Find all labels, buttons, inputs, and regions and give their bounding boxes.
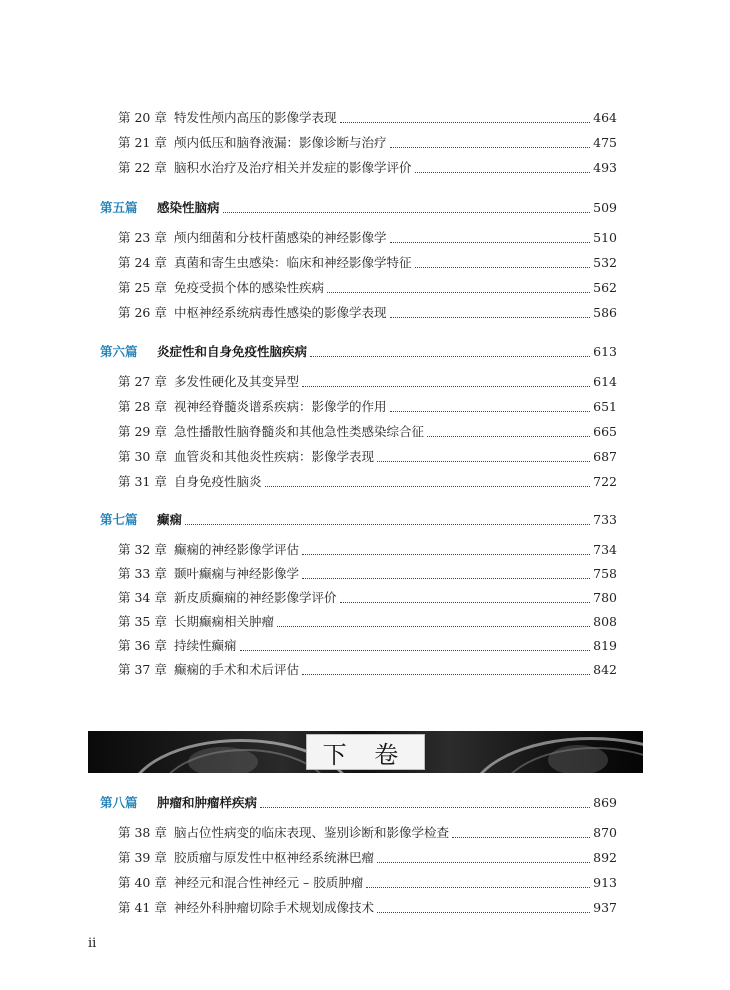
toc-entry-ch21[interactable] [118,133,617,153]
toc-entry-ch41[interactable] [118,898,617,918]
part-label: 第七篇 [100,512,138,527]
page-number: 734 [593,542,617,557]
dot-leader [240,650,591,651]
dot-leader [415,267,591,268]
chapter-number: 第 32 章 [118,542,167,557]
page-number: 937 [593,900,617,915]
toc-entry-ch20[interactable] [118,108,617,128]
chapter-number: 第 28 章 [118,399,167,414]
chapter-number: 第 24 章 [118,255,167,270]
dot-leader [302,554,590,555]
dot-leader [427,436,590,437]
page-number: 509 [593,200,617,215]
dot-leader [377,461,590,462]
chapter-number: 第 21 章 [118,135,167,150]
chapter-title: 特发性颅内高压的影像学表现 [174,110,337,125]
toc-part-5[interactable] [100,198,617,218]
page-number: 892 [593,850,617,865]
dot-leader [302,674,590,675]
part-title: 感染性脑病 [157,200,220,215]
page-number: 913 [593,875,617,890]
page-number: 562 [593,280,617,295]
chapter-number: 第 34 章 [118,590,167,605]
toc-entry-ch40[interactable] [118,873,617,893]
part-title: 炎症性和自身免疫性脑疾病 [157,344,308,359]
toc-entry-ch34[interactable] [118,588,617,608]
dot-leader [302,386,590,387]
page-number: 733 [593,512,617,527]
dot-leader [185,524,590,525]
chapter-title: 中枢神经系统病毒性感染的影像学表现 [174,305,387,320]
toc-part-8[interactable] [100,793,617,813]
toc-entry-ch25[interactable] [118,278,617,298]
chapter-title: 脑积水治疗及治疗相关并发症的影像学评价 [174,160,412,175]
dot-leader [452,837,590,838]
page-number: 613 [593,344,617,359]
page-number: 532 [593,255,617,270]
mri-image-blob [548,745,608,773]
toc-entry-ch36[interactable] [118,636,617,656]
chapter-title: 颞叶癫痫与神经影像学 [174,566,300,581]
dot-leader [377,862,590,863]
chapter-number: 第 31 章 [118,474,167,489]
chapter-number: 第 25 章 [118,280,167,295]
chapter-title: 真菌和寄生虫感染：临床和神经影像学特征 [174,255,412,270]
page-number: 780 [593,590,617,605]
part-title: 癫痫 [157,512,183,527]
part-title: 肿瘤和肿瘤样疾病 [157,795,258,810]
chapter-number: 第 22 章 [118,160,167,175]
dot-leader [390,411,591,412]
toc-entry-ch39[interactable] [118,848,617,868]
page-number: 869 [593,795,617,810]
toc-entry-ch38[interactable] [118,823,617,843]
toc-entry-ch35[interactable] [118,612,617,632]
dot-leader [277,626,590,627]
chapter-title: 癫痫的手术和术后评估 [174,662,300,677]
chapter-title: 颅内细菌和分枝杆菌感染的神经影像学 [174,230,387,245]
toc-entry-ch28[interactable] [118,397,617,417]
chapter-title: 神经元和混合性神经元 – 胶质肿瘤 [174,875,364,890]
page-number: 687 [593,449,617,464]
chapter-number: 第 36 章 [118,638,167,653]
page-number: 665 [593,424,617,439]
chapter-number: 第 29 章 [118,424,167,439]
chapter-number: 第 30 章 [118,449,167,464]
toc-entry-ch24[interactable] [118,253,617,273]
volume-banner [88,731,643,773]
dot-leader [302,578,590,579]
dot-leader [415,172,591,173]
dot-leader [310,356,590,357]
page-number: 870 [593,825,617,840]
chapter-title: 神经外科肿瘤切除手术规划成像技术 [174,900,375,915]
dot-leader [390,317,591,318]
page-number: 475 [593,135,617,150]
toc-entry-ch22[interactable] [118,158,617,178]
chapter-title: 视神经脊髓炎谱系疾病：影像学的作用 [174,399,387,414]
chapter-title: 癫痫的神经影像学评估 [174,542,300,557]
dot-leader [340,602,591,603]
toc-entry-ch23[interactable] [118,228,617,248]
chapter-title: 自身免疫性脑炎 [174,474,262,489]
dot-leader [366,887,590,888]
chapter-number: 第 39 章 [118,850,167,865]
chapter-number: 第 27 章 [118,374,167,389]
chapter-number: 第 20 章 [118,110,167,125]
volume-label: 下 卷 [306,734,425,770]
toc-entry-ch37[interactable] [118,660,617,680]
page-number: 586 [593,305,617,320]
part-label: 第六篇 [100,344,138,359]
chapter-number: 第 41 章 [118,900,167,915]
chapter-number: 第 33 章 [118,566,167,581]
toc-entry-ch32[interactable] [118,540,617,560]
chapter-title: 脑占位性病变的临床表现、鉴别诊断和影像学检查 [174,825,450,840]
toc-entry-ch30[interactable] [118,447,617,467]
page-number: 819 [593,638,617,653]
page-number: 493 [593,160,617,175]
dot-leader [390,242,591,243]
toc-part-6[interactable] [100,342,617,362]
chapter-title: 免疫受损个体的感染性疾病 [174,280,325,295]
toc-entry-ch31[interactable] [118,472,617,492]
toc-entry-ch26[interactable] [118,303,617,323]
page-number: 758 [593,566,617,581]
dot-leader [340,122,591,123]
page-number: 614 [593,374,617,389]
dot-leader [377,912,590,913]
toc-entry-ch33[interactable] [118,564,617,584]
dot-leader [390,147,591,148]
part-label: 第五篇 [100,200,138,215]
part-label: 第八篇 [100,795,138,810]
chapter-title: 颅内低压和脑脊液漏：影像诊断与治疗 [174,135,387,150]
chapter-title: 长期癫痫相关肿瘤 [174,614,275,629]
chapter-number: 第 37 章 [118,662,167,677]
toc-entry-ch27[interactable] [118,372,617,392]
chapter-number: 第 35 章 [118,614,167,629]
chapter-number: 第 26 章 [118,305,167,320]
page-folio: ii [88,936,97,951]
chapter-title: 多发性硬化及其变异型 [174,374,300,389]
dot-leader [260,807,590,808]
dot-leader [223,212,591,213]
chapter-title: 胶质瘤与原发性中枢神经系统淋巴瘤 [174,850,375,865]
chapter-number: 第 23 章 [118,230,167,245]
chapter-title: 急性播散性脑脊髓炎和其他急性类感染综合征 [174,424,425,439]
dot-leader [265,486,591,487]
chapter-title: 血管炎和其他炎性疾病：影像学表现 [174,449,375,464]
page-number: 842 [593,662,617,677]
dot-leader [327,292,590,293]
mri-image-blob [188,747,258,773]
chapter-number: 第 38 章 [118,825,167,840]
page-number: 651 [593,399,617,414]
chapter-title: 新皮质癫痫的神经影像学评价 [174,590,337,605]
toc-entry-ch29[interactable] [118,422,617,442]
chapter-title: 持续性癫痫 [174,638,237,653]
chapter-number: 第 40 章 [118,875,167,890]
page-number: 464 [593,110,617,125]
toc-part-7[interactable] [100,510,617,530]
page-number: 808 [593,614,617,629]
page-number: 510 [593,230,617,245]
page-number: 722 [593,474,617,489]
